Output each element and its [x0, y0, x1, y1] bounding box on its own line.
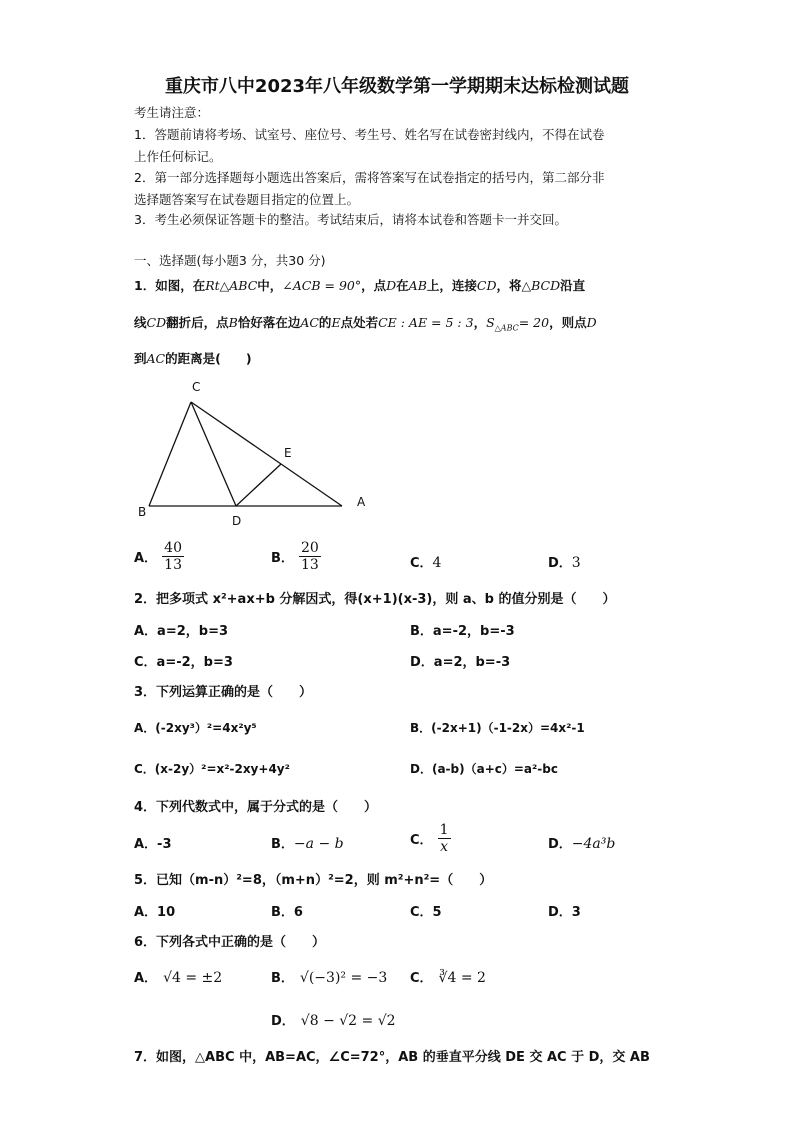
q1-option-a: A． $\frac{40}{13}$ — [134, 540, 182, 573]
q6-option-c: C． ∛4 = 2 — [410, 970, 486, 986]
q1-line2: 线CD翻折后，点B恰好落在边AC的E点处若CE : AE = 5 : 3，$S_{\triangle ABC}= 20$，则点D — [134, 315, 597, 333]
label-b: B — [138, 505, 147, 519]
label-e: E — [284, 446, 292, 460]
q5-option-a: A．10 — [134, 905, 176, 920]
page-title: 重庆市八中2023年八年级数学第一学期期末达标检测试题 — [164, 76, 630, 97]
q2-option-d: D．a=2，b=-3 — [410, 655, 511, 670]
q4-option-b: B．−a − b — [271, 836, 344, 852]
q1-triangle-figure — [130, 375, 380, 535]
notice-line: 3．考生必须保证答题卡的整洁。考试结束后，请将本试卷和答题卡一并交回。 — [134, 212, 567, 227]
notice-line: 上作任何标记。 — [134, 149, 222, 164]
notice-heading: 考生请注意： — [134, 105, 210, 120]
q1-option-b: B． $\frac{20}{13}$ — [271, 540, 319, 573]
section-heading: 一、选择题(每小题3 分，共30 分) — [134, 253, 326, 268]
q1-line1: 1．如图，在Rt△ABC中，∠ACB = 90°，点D在AB上，连接CD，将△BCD沿直 — [134, 278, 586, 293]
q3-option-c: C．(x-2y）²=x²-2xy+4y² — [134, 762, 290, 776]
side-bc — [149, 402, 191, 506]
q6-option-d: D． √8 − √2 = √2 — [271, 1013, 396, 1029]
q2-option-c: C．a=-2，b=3 — [134, 655, 233, 670]
q5-stem: 5．已知（m-n）²=8，（m+n）²=2，则 m²+n²=（ ） — [134, 873, 493, 888]
label-a: A — [357, 495, 366, 509]
q6-option-b: B． √(−3)² = −3 — [271, 970, 388, 986]
q1-option-d: D．3 — [548, 555, 581, 571]
q4-option-a: A．-3 — [134, 837, 172, 852]
q4-option-c: C． $\frac{1}{x}$ — [410, 822, 449, 855]
q4-stem: 4．下列代数式中，属于分式的是（ ） — [134, 800, 378, 815]
q6-stem: 6．下列各式中正确的是（ ） — [134, 935, 326, 950]
q4-option-d: D．−4a³b — [548, 836, 616, 852]
q5-option-c: C．5 — [410, 905, 442, 920]
q3-option-a: A．(-2xy³）²=4x²y⁵ — [134, 721, 257, 735]
notice-line: 1．答题前请将考场、试室号、座位号、考生号、姓名写在试卷密封线内，不得在试卷 — [134, 127, 605, 142]
q2-stem: 2．把多项式 x²+ax+b 分解因式，得(x+1)(x-3)，则 a、b 的值分别是（ ） — [134, 592, 616, 607]
q3-option-d: D．(a-b)（a+c）=a²-bc — [410, 762, 558, 776]
q1-option-c: C．4 — [410, 555, 442, 571]
q3-option-b: B．(-2x+1)（-1-2x）=4x²-1 — [410, 721, 585, 735]
q2-option-a: A．a=2，b=3 — [134, 624, 229, 639]
q5-option-d: D．3 — [548, 905, 581, 920]
label-c: C — [192, 380, 201, 394]
q2-option-b: B．a=-2，b=-3 — [410, 624, 515, 639]
q6-option-a: A． √4 = ±2 — [134, 970, 223, 986]
segment-de — [236, 464, 281, 506]
q5-option-b: B．6 — [271, 905, 303, 920]
q1-line3: 到AC的距离是( ) — [134, 351, 252, 366]
q7-stem: 7．如图，△ABC 中，AB=AC，∠C=72°，AB 的垂直平分线 DE 交 AC 于 D，交 AB — [134, 1050, 650, 1065]
notice-line: 选择题答案写在试卷题目指定的位置上。 — [134, 192, 360, 207]
notice-line: 2．第一部分选择题每小题选出答案后，需将答案写在试卷指定的括号内，第二部分非 — [134, 170, 605, 185]
q3-stem: 3．下列运算正确的是（ ） — [134, 685, 313, 700]
label-d: D — [232, 514, 242, 528]
